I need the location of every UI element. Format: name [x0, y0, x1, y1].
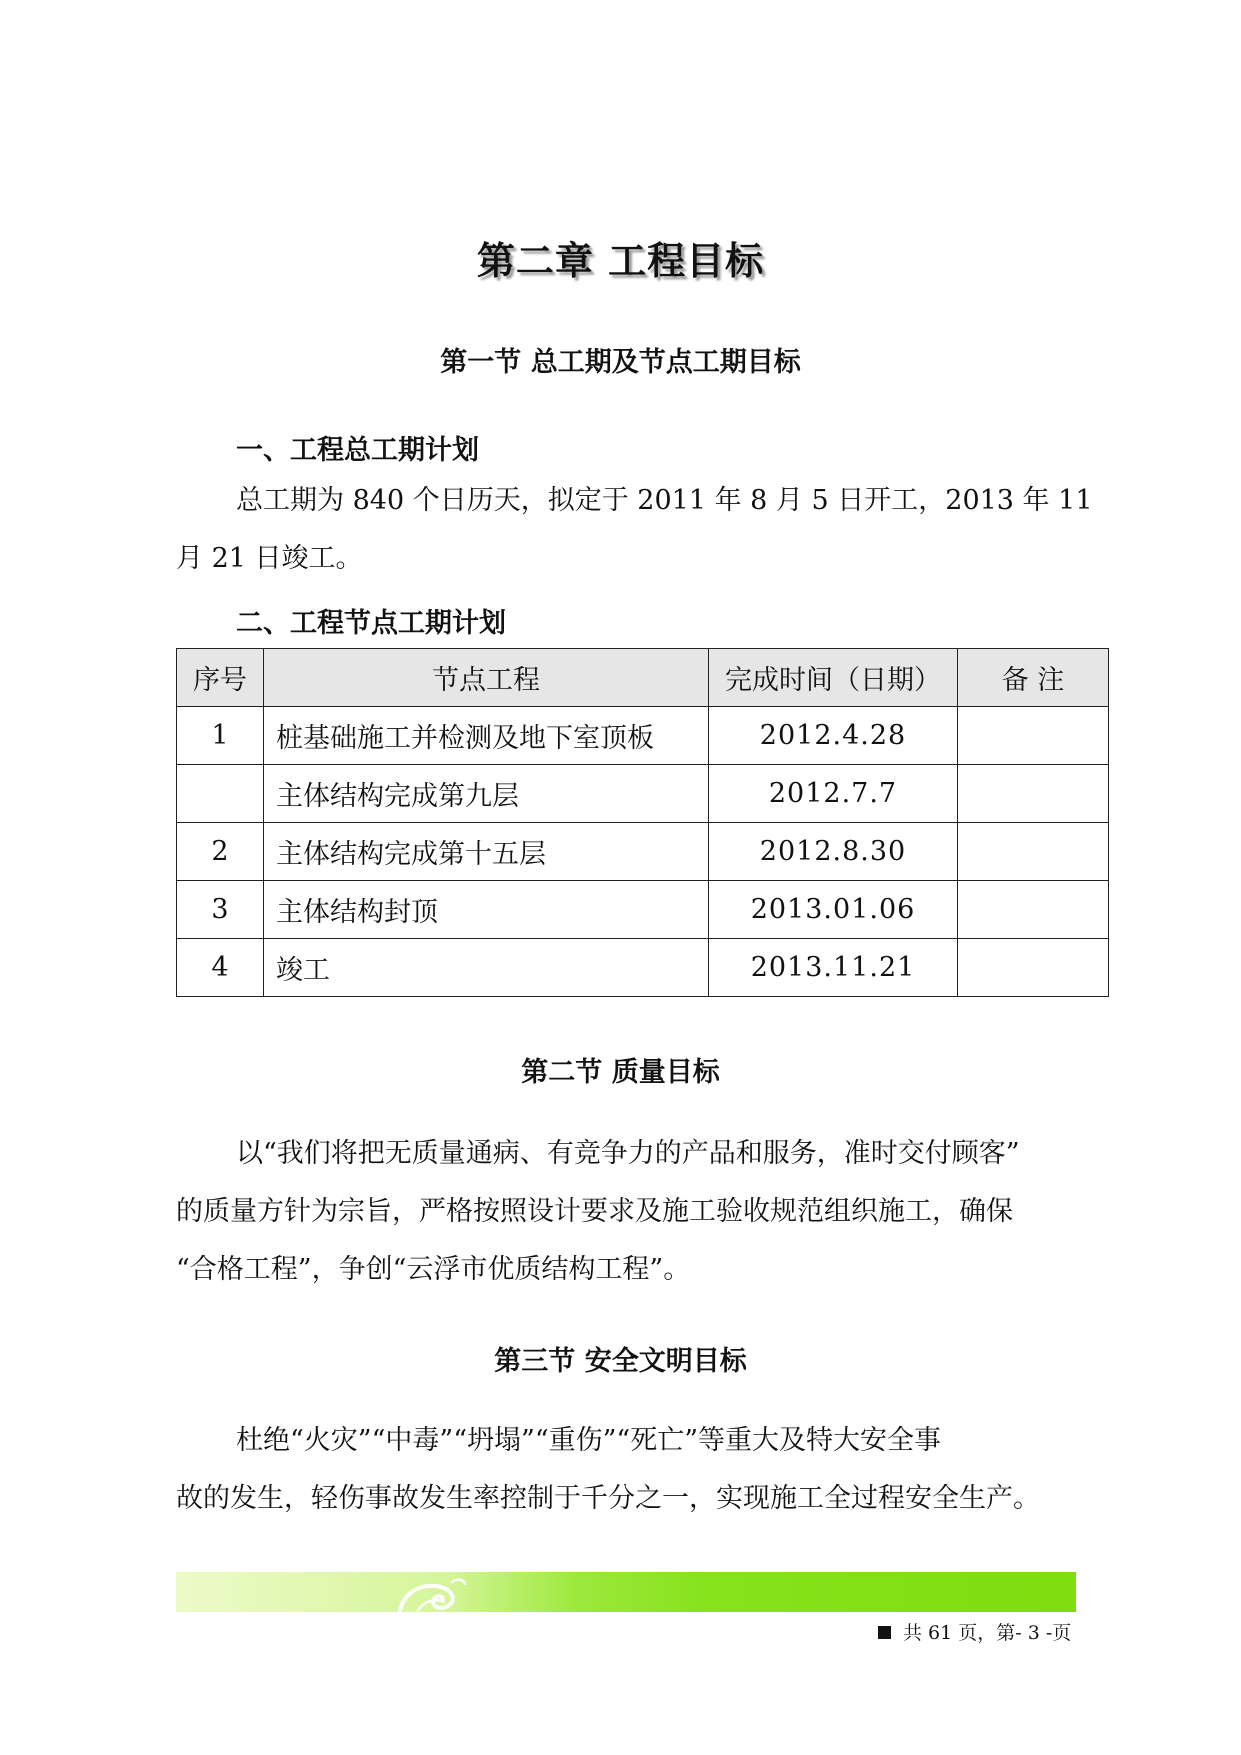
row-task: 竣工	[264, 939, 709, 997]
table-row	[177, 707, 1109, 765]
footer-band	[176, 1572, 1076, 1612]
table-row	[177, 881, 1109, 939]
safety-paragraph	[176, 1412, 1076, 1528]
header-task: 节点工程	[264, 649, 709, 707]
header-date: 完成时间（日期）	[709, 649, 958, 707]
row-task: 主体结构完成第九层	[264, 765, 709, 823]
row-date: 2012.4.28	[709, 707, 958, 765]
header-note: 备 注	[958, 649, 1109, 707]
section-1-title: 第一节 总工期及节点工期目标	[440, 347, 801, 378]
subsection-1-title: 一、工程总工期计划	[236, 435, 479, 466]
chapter-title: 第二章 工程目标	[476, 239, 765, 283]
paragraph-line: 以“我们将把无质量通病、有竞争力的产品和服务，准时交付顾客”	[236, 1138, 1020, 1169]
table-row	[177, 823, 1109, 881]
table-row	[177, 765, 1109, 823]
quality-paragraph	[176, 1125, 1076, 1299]
paragraph-line: 的质量方针为宗旨，严格按照设计要求及施工验收规范组织施工，确保	[176, 1196, 1013, 1227]
row-no	[177, 765, 264, 823]
square-bullet-icon	[878, 1626, 891, 1639]
paragraph-line: 月 21 日竣工。	[176, 543, 363, 574]
row-no: 1	[177, 707, 264, 765]
row-date: 2013.01.06	[709, 881, 958, 939]
row-date: 2013.11.21	[709, 939, 958, 997]
row-note	[958, 823, 1109, 881]
row-date: 2012.7.7	[709, 765, 958, 823]
paragraph-line: 总工期为 840 个日历天，拟定于 2011 年 8 月 5 日开工，2013 年 11	[236, 485, 1093, 516]
page-number-text: 共 61 页，第- 3 -页	[903, 1622, 1072, 1644]
row-no: 4	[177, 939, 264, 997]
row-task: 主体结构完成第十五层	[264, 823, 709, 881]
table-row	[177, 939, 1109, 997]
row-note	[958, 939, 1109, 997]
section-2-title: 第二节 质量目标	[521, 1057, 720, 1088]
schedule-paragraph	[176, 472, 1093, 588]
table-header-row	[177, 649, 1109, 707]
paragraph-line: “合格工程”，争创“云浮市优质结构工程”。	[176, 1254, 691, 1285]
page-number	[878, 1618, 1071, 1645]
row-task: 桩基础施工并检测及地下室顶板	[264, 707, 709, 765]
row-task: 主体结构封顶	[264, 881, 709, 939]
swirl-ornament-icon	[396, 1574, 466, 1612]
row-no: 3	[177, 881, 264, 939]
row-note	[958, 765, 1109, 823]
header-no: 序号	[177, 649, 264, 707]
milestone-table	[176, 648, 1109, 997]
subsection-2-title: 二、工程节点工期计划	[236, 608, 506, 639]
row-date: 2012.8.30	[709, 823, 958, 881]
section-3-title: 第三节 安全文明目标	[494, 1346, 747, 1377]
paragraph-line: 杜绝“火灾”“中毒”“坍塌”“重伤”“死亡”等重大及特大安全事	[236, 1425, 942, 1456]
paragraph-line: 故的发生，轻伤事故发生率控制于千分之一，实现施工全过程安全生产。	[176, 1483, 1040, 1514]
row-note	[958, 881, 1109, 939]
row-note	[958, 707, 1109, 765]
row-no: 2	[177, 823, 264, 881]
